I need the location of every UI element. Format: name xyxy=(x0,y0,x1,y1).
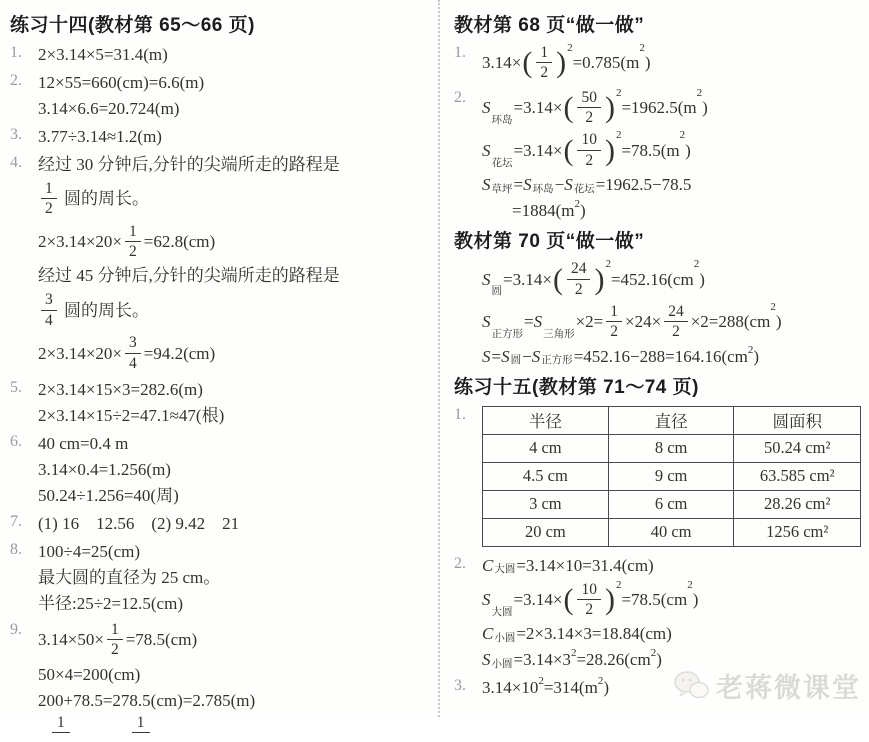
math-superscript: 2 xyxy=(615,578,622,591)
item-number: 9. xyxy=(10,620,22,638)
math-line xyxy=(38,662,434,687)
fraction-denominator: 2 xyxy=(110,641,119,659)
fraction-denominator: 2 xyxy=(129,243,137,261)
math-line xyxy=(38,431,434,456)
item-number xyxy=(454,257,482,260)
fraction-numerator: 10 xyxy=(577,131,601,150)
math-line xyxy=(38,565,434,590)
fraction-numerator: 1 xyxy=(41,180,57,199)
item-number: 2. xyxy=(10,72,22,89)
fraction-numerator: 3 xyxy=(41,291,57,310)
fraction-numerator: 1 xyxy=(606,303,622,322)
fraction-numerator: 24 xyxy=(664,303,688,322)
item-number: 1. xyxy=(454,405,466,423)
math-text: 半径:25÷2=12.5(cm) xyxy=(38,593,183,613)
math-line xyxy=(38,591,434,616)
math-text: = xyxy=(513,175,524,195)
math-line xyxy=(482,172,861,197)
math-line xyxy=(38,619,434,661)
math-superscript: 2 xyxy=(747,343,754,356)
math-superscript: 2 xyxy=(574,198,580,211)
math-text: 2×3.14×15×3=282.6(m) xyxy=(38,379,203,399)
right-paren: ) xyxy=(604,91,615,125)
table-row xyxy=(483,462,861,490)
math-variable: S xyxy=(533,312,543,332)
table-row xyxy=(483,490,861,518)
math-text: 3.14×50× xyxy=(38,630,104,650)
math-superscript: 2 xyxy=(538,675,544,688)
math-variable: C xyxy=(482,555,494,575)
math-variable: S xyxy=(501,346,510,366)
math-subscript: 花坛 xyxy=(573,183,595,195)
exercise-item xyxy=(454,552,861,674)
table-cell: 63.585 cm² xyxy=(734,462,861,490)
fraction-denominator: 2 xyxy=(585,151,594,169)
math-variable: S xyxy=(482,650,491,670)
fraction-cut xyxy=(52,713,70,734)
math-text: ×24× xyxy=(625,312,662,332)
math-subscript: 圆 xyxy=(491,286,502,298)
math-text: ) xyxy=(775,312,782,332)
watermark xyxy=(672,666,861,705)
item-number: 1. xyxy=(454,44,466,61)
fraction xyxy=(567,260,591,298)
math-text: 2×3.14×15÷2=47.1≈47(根) xyxy=(38,405,225,425)
right-paren: ) xyxy=(556,46,567,80)
fraction-numerator: 24 xyxy=(567,260,591,279)
exercise-item xyxy=(10,510,434,537)
math-text: 50.24÷1.256=40(周) xyxy=(38,485,179,505)
math-text: 50×4=200(cm) xyxy=(38,664,141,684)
math-text: − xyxy=(522,346,532,366)
math-text: 3.14×10 xyxy=(482,678,539,698)
answers-table xyxy=(482,406,861,547)
math-line xyxy=(38,483,434,508)
fraction-denominator: 2 xyxy=(585,600,594,618)
math-superscript: 2 xyxy=(650,647,657,660)
math-text: ) xyxy=(692,589,699,609)
math-text: ) xyxy=(753,346,760,366)
item-body xyxy=(482,41,861,85)
math-text: − xyxy=(554,175,565,195)
item-body xyxy=(38,151,434,375)
math-text: =1962.5(m xyxy=(621,98,697,118)
math-variable: S xyxy=(482,140,491,160)
math-superscript: 2 xyxy=(605,258,611,271)
fraction-denominator: 2 xyxy=(45,200,53,218)
math-superscript: 2 xyxy=(639,42,645,54)
math-text: =3.14× xyxy=(513,98,563,118)
math-text: =3.14× xyxy=(513,589,563,609)
math-text: =78.5(cm) xyxy=(125,630,198,650)
math-superscript: 2 xyxy=(679,129,686,142)
math-subscript: 环岛 xyxy=(532,183,554,195)
item-number: 8. xyxy=(10,540,22,558)
math-text: ) xyxy=(699,269,705,289)
item-number: 6. xyxy=(10,432,22,450)
math-superscript: 2 xyxy=(597,675,604,688)
table-cell: 9 cm xyxy=(608,462,734,490)
math-superscript: 2 xyxy=(567,42,573,54)
math-text: 2×3.14×5=31.4(m) xyxy=(38,45,168,64)
math-text: 圆的周长。 xyxy=(59,300,149,320)
section-header: 练习十四(教材第 65～66 页) xyxy=(10,15,255,36)
math-text: =3.14× xyxy=(503,269,552,289)
math-variable: S xyxy=(482,346,491,366)
table-cell: 50.24 cm² xyxy=(734,434,861,462)
math-line xyxy=(482,301,861,343)
item-body xyxy=(482,403,861,551)
fraction-denominator: 2 xyxy=(574,280,583,298)
fraction-denominator: 2 xyxy=(585,109,594,127)
math-line xyxy=(38,539,434,564)
math-text: 3.14×6.6=20.724(m) xyxy=(38,99,180,118)
left-paren: ( xyxy=(552,262,563,296)
math-line xyxy=(482,344,861,369)
spacer xyxy=(38,716,52,717)
table-cell: 3 cm xyxy=(483,490,609,518)
item-body xyxy=(482,86,861,224)
fraction-denominator: 2 xyxy=(610,323,619,341)
math-line xyxy=(38,42,434,67)
fraction xyxy=(125,334,141,372)
math-subscript: 小圆 xyxy=(494,632,516,644)
fraction xyxy=(664,303,688,341)
item-number: 2. xyxy=(454,88,466,106)
math-text: =94.2(cm) xyxy=(143,343,216,363)
table-cell: 4.5 cm xyxy=(483,462,609,490)
math-line xyxy=(38,713,434,741)
math-text: ) xyxy=(656,650,662,670)
fraction xyxy=(107,621,123,659)
math-variable: C xyxy=(482,624,494,644)
math-text: =2×3.14×3=18.84(cm) xyxy=(516,624,672,644)
left-paren: ( xyxy=(563,133,574,167)
right-paren: ) xyxy=(594,262,605,296)
item-number: 2. xyxy=(454,554,466,572)
fraction-denominator: 4 xyxy=(45,311,53,329)
math-variable: S xyxy=(482,98,491,118)
right-column xyxy=(440,0,869,717)
table-header-cell: 圆面积 xyxy=(734,406,861,434)
math-superscript: 2 xyxy=(570,647,577,660)
math-text: =3.14× xyxy=(513,140,563,160)
math-subscript: 圆 xyxy=(510,355,522,367)
math-text: =3.14×3 xyxy=(513,650,571,670)
math-text: =1884(m xyxy=(512,201,575,221)
math-text: 40 cm=0.4 m xyxy=(38,433,129,453)
left-paren: ( xyxy=(563,91,574,125)
math-text: 经过 45 分钟后,分针的尖端所走的路程是 xyxy=(38,266,340,286)
fraction xyxy=(577,131,601,169)
fraction-numerator: 1 xyxy=(536,44,552,63)
math-line xyxy=(482,42,861,84)
math-subscript: 大圆 xyxy=(494,564,516,576)
exercise-item xyxy=(10,538,434,617)
math-text: ×2=288(cm xyxy=(690,312,771,332)
fraction xyxy=(125,223,141,261)
math-variable: S xyxy=(482,269,491,289)
math-text: =314(m xyxy=(543,678,598,698)
math-line xyxy=(38,688,434,713)
fraction-numerator: 10 xyxy=(577,581,601,600)
math-text: =1962.5−78.5 xyxy=(595,175,692,195)
exercise-item xyxy=(10,430,434,509)
math-text: =452.16−288=164.16(cm xyxy=(573,346,748,366)
math-superscript: 2 xyxy=(615,86,622,99)
table-row xyxy=(483,518,861,546)
section-header: 练习十五(教材第 71～74 页) xyxy=(454,376,699,398)
math-subscript: 花坛 xyxy=(491,157,513,169)
table-cell: 6 cm xyxy=(608,490,734,518)
fraction xyxy=(577,581,601,619)
item-body xyxy=(38,430,434,509)
math-line xyxy=(38,152,434,177)
math-subscript: 环岛 xyxy=(491,114,513,126)
math-text: =3.14×10=31.4(cm) xyxy=(516,555,654,575)
math-text: 3.14×0.4=1.256(m) xyxy=(38,459,171,479)
math-subscript: 大圆 xyxy=(491,606,513,618)
math-superscript: 2 xyxy=(687,578,693,591)
exercise-item xyxy=(454,41,861,85)
fraction xyxy=(41,291,57,329)
math-subscript: 小圆 xyxy=(491,658,513,670)
math-text: =62.8(cm) xyxy=(143,232,216,252)
math-text: 圆的周长。 xyxy=(59,189,149,209)
math-text: =452.16(cm xyxy=(610,269,694,289)
math-subscript: 正方形 xyxy=(491,329,523,341)
item-body xyxy=(38,376,434,429)
math-text: 最大圆的直径为 25 cm。 xyxy=(38,567,221,587)
table-cell: 4 cm xyxy=(483,434,609,462)
table-header-cell: 半径 xyxy=(483,406,609,434)
table-cell: 40 cm xyxy=(608,518,734,546)
item-body xyxy=(38,69,434,122)
math-superscript: 2 xyxy=(770,300,776,313)
math-text: 200+78.5=278.5(cm)=2.785(m) xyxy=(38,690,256,710)
math-line xyxy=(482,198,861,223)
math-variable: S xyxy=(523,175,532,195)
item-body xyxy=(38,41,434,68)
item-number: 3. xyxy=(10,126,22,143)
math-text: =28.26(cm xyxy=(576,650,651,670)
fraction xyxy=(606,303,622,341)
table-cell: 8 cm xyxy=(608,434,734,462)
exercise-item xyxy=(10,69,434,122)
left-paren: ( xyxy=(563,582,574,616)
table-cell: 20 cm xyxy=(483,518,609,546)
math-line xyxy=(38,377,434,402)
left-column xyxy=(0,0,438,731)
item-body xyxy=(38,618,434,742)
math-text: ) xyxy=(603,678,609,698)
math-variable: S xyxy=(482,175,491,195)
exercise-item xyxy=(10,618,434,742)
math-text: (1) 16 12.56 (2) 9.42 21 xyxy=(38,513,240,533)
math-line xyxy=(482,87,861,129)
fraction xyxy=(536,44,552,82)
item-body xyxy=(38,123,434,150)
math-subscript: 正方形 xyxy=(541,355,573,367)
exercise-item xyxy=(454,403,861,551)
math-variable: S xyxy=(482,312,491,332)
item-body xyxy=(482,257,861,369)
math-line xyxy=(38,70,434,95)
math-line xyxy=(38,178,434,220)
exercise-item xyxy=(10,376,434,429)
math-line xyxy=(482,621,861,646)
fraction-numerator: 1 xyxy=(132,716,150,734)
math-superscript: 2 xyxy=(696,86,703,99)
math-line xyxy=(38,124,434,149)
math-text: =0.785(m xyxy=(572,53,640,73)
exercise-item xyxy=(10,123,434,150)
fraction-numerator: 3 xyxy=(125,334,141,353)
math-variable: S xyxy=(482,589,491,609)
math-line xyxy=(38,332,434,374)
section-header: 教材第 70 页“做一做” xyxy=(454,231,645,253)
item-body xyxy=(482,552,861,674)
exercise-item xyxy=(454,257,861,369)
math-superscript: 2 xyxy=(615,129,622,142)
right-paren: ) xyxy=(604,133,615,167)
math-line xyxy=(482,258,861,300)
math-line xyxy=(482,579,861,621)
math-text: ) xyxy=(644,53,651,73)
table-header-cell: 直径 xyxy=(608,406,734,434)
math-text: 100÷4=25(cm) xyxy=(38,541,141,561)
left-paren: ( xyxy=(522,46,533,80)
wechat-bubbles-icon xyxy=(672,668,712,704)
math-text: ×2= xyxy=(575,312,604,332)
fraction-numerator: 50 xyxy=(577,89,601,108)
fraction xyxy=(41,180,57,218)
math-line xyxy=(38,403,434,428)
math-text: 3.77÷3.14≈1.2(m) xyxy=(38,127,162,146)
math-line xyxy=(38,289,434,331)
math-line xyxy=(38,263,434,288)
item-number: 7. xyxy=(10,512,22,530)
math-line xyxy=(482,553,861,578)
item-number: 1. xyxy=(10,44,22,61)
exercise-item xyxy=(10,41,434,68)
item-body xyxy=(38,510,434,537)
item-number: 4. xyxy=(10,154,22,171)
math-line xyxy=(38,511,434,536)
exercise-item xyxy=(10,151,434,375)
fraction-numerator: 1 xyxy=(52,716,70,734)
item-number: 3. xyxy=(454,677,466,695)
math-line xyxy=(38,221,434,263)
fraction-cut xyxy=(132,713,150,734)
math-text: = xyxy=(524,312,534,332)
math-text: 经过 30 分钟后,分针的尖端所走的路程是 xyxy=(38,155,340,174)
item-body xyxy=(38,538,434,617)
math-superscript: 2 xyxy=(693,258,700,271)
math-text: 2×3.14×20× xyxy=(38,343,123,363)
math-text: 3.14× xyxy=(482,53,522,73)
math-text: =78.5(cm xyxy=(621,589,688,609)
watermark-text: 老蒋微课堂 xyxy=(716,673,861,703)
table-header-row xyxy=(483,406,861,434)
math-variable: S xyxy=(564,175,573,195)
fraction-numerator: 1 xyxy=(125,223,141,242)
fraction-denominator: 2 xyxy=(672,323,680,341)
math-text: ) xyxy=(702,98,708,118)
math-line xyxy=(38,457,434,482)
math-text: =78.5(m xyxy=(621,140,680,160)
math-text: ) xyxy=(579,201,586,221)
fraction xyxy=(577,89,601,127)
fraction-denominator: 2 xyxy=(540,64,549,82)
table-cell: 1256 cm² xyxy=(734,518,861,546)
math-text: ) xyxy=(685,140,691,160)
math-subscript: 三角形 xyxy=(543,329,575,341)
exercise-item xyxy=(454,86,861,224)
math-line xyxy=(38,96,434,121)
math-subscript: 草坪 xyxy=(491,183,513,195)
table-cell: 28.26 cm² xyxy=(734,490,861,518)
spacer xyxy=(70,716,132,717)
math-variable: S xyxy=(531,346,541,366)
section-header: 教材第 68 页“做一做” xyxy=(454,15,645,36)
math-text: = xyxy=(491,346,502,366)
math-text: 12×55=660(cm)=6.6(m) xyxy=(38,73,205,92)
item-number: 5. xyxy=(10,378,22,396)
math-line xyxy=(482,129,861,171)
math-text: 2×3.14×20× xyxy=(38,232,123,252)
fraction-numerator: 1 xyxy=(107,621,123,640)
spacer xyxy=(482,210,512,211)
right-paren: ) xyxy=(604,582,615,616)
table-row xyxy=(483,434,861,462)
fraction-denominator: 4 xyxy=(129,354,137,372)
